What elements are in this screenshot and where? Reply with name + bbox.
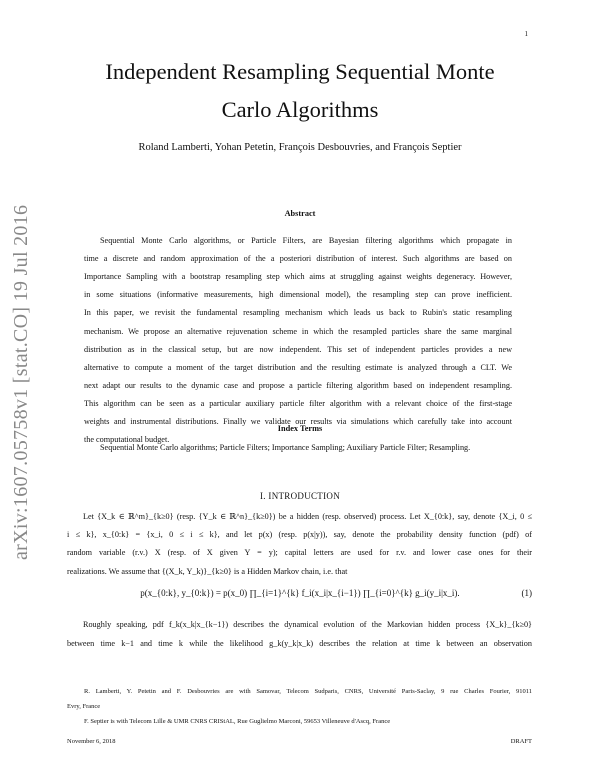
abstract-lines-line: time a discrete and random approximation of the a posteriori distribution of interest. Such algorithms are based on [84,254,512,264]
footnote-1: R. Lamberti, Y. Petetin and F. Desbouvries are with Samovar, Telecom Sudparis, CNRS, Université Paris-Saclay, 9 rue Charles Fourier, 91011 [84,688,532,695]
abstract-lines-line: distribution as in the classical setup, but are now independent. This set of independent particles provides a new [84,344,512,354]
body-lines-before-eq-line: i ≤ k}, x_{0:k} = {x_i, 0 ≤ i ≤ k}, and let p(x) (resp. p(x|y)), say, denote the probability density function (pdf) of [67,529,532,539]
footer-date: November 6, 2018 [67,738,116,745]
body-lines-after-eq-line: Roughly speaking, pdf f_k(x_k|x_{k−1}) describes the dynamical evolution of the Markovian hidden process {X_k}_{k≥0} [83,620,532,629]
abstract-lines-line: alternative to compute a moment of the target distribution and the resulting estimate is analyzed through a CLT. We [84,362,512,372]
section-heading: I. INTRODUCTION [260,491,340,501]
abstract-lines-line: Importance Sampling with a bootstrap resampling step which aims at struggling against weights degeneracy. However, [84,272,512,282]
abstract-lines-line: Sequential Monte Carlo algorithms, or Particle Filters, are Bayesian filtering algorithms which propagate in [100,236,512,245]
body-lines-before-eq-line: random variable (r.v.) X (resp. of X given Y = y); capital letters are used for r.v. and lower case ones for their [67,548,532,557]
abstract-lines-line: in some situations (informative measurements, high dimensional model), the resampling step can prove inefficient. [84,290,512,300]
body-lines-after-eq-line: between time k−1 and time k while the likelihood g_k(y_k|x_k) describes the relation at time k between an observation [67,638,532,648]
arxiv-stamp: arXiv:1607.05758v1 [stat.CO] 19 Jul 2016 [10,204,32,560]
abstract-lines-line: next adapt our results to the dynamic case and propose a particle filtering algorithm based on independent resampling. [84,380,512,390]
equation-formula: p(x_{0:k}, y_{0:k}) = p(x_0) ∏_{i=1}^{k} f_i(x_i|x_{i−1}) ∏_{i=0}^{k} g_i(y_i|x_i). [140,588,460,598]
index-terms-heading: Index Terms [277,424,323,433]
footnote-1-cont: Evry, France [67,703,101,710]
abstract-lines-line: In this paper, we revisit the fundamental resampling mechanism which leads us back to Rubin's static resampling [84,308,512,318]
abstract-lines-line: the computational budget. [84,435,170,445]
abstract-lines-line: mechanism. We propose an alternative rejuvenation scheme in which the resampled particles share the same marginal [84,326,512,336]
body-lines-before-eq-line: Let {X_k ∈ ℝ^m}_{k≥0} (resp. {Y_k ∈ ℝ^n}_{k≥0}) be a hidden (resp. observed) process. Let X_{0:k}, say, denote {X_i, 0 ≤ [83,512,532,521]
body-lines-before-eq-line: realizations. We assume that {(X_k, Y_k)}_{k≥0} is a Hidden Markov chain, i.e. that [67,566,348,576]
abstract-heading: Abstract [284,209,316,218]
authors: Roland Lamberti, Yohan Petetin, François Desbouvries, and François Septier [138,142,462,153]
index-terms: Sequential Monte Carlo algorithms; Particle Filters; Importance Sampling; Auxiliary Particle Filter; Resampling. [100,443,471,452]
title-line-2: Carlo Algorithms [221,97,379,122]
abstract-lines-line: weights and instrumental distributions. Finally we validate our results via simulations which carefully take into account [84,417,512,426]
title-line-1: Independent Resampling Sequential Monte [105,59,495,84]
footnote-2: F. Septier is with Telecom Lille & UMR CNRS CRIStAL, Rue Guglielmo Marconi, 59653 Villeneuve d'Ascq, France [84,718,391,725]
equation-number: (1) [521,588,532,598]
paper-title [0,53,600,129]
footer-status: DRAFT [510,738,532,745]
abstract-lines-line: This algorithm can be seen as a particular auxiliary particle filter algorithm with a relevant choice of the first-stage [84,398,512,408]
page-number: 1 [524,30,528,38]
